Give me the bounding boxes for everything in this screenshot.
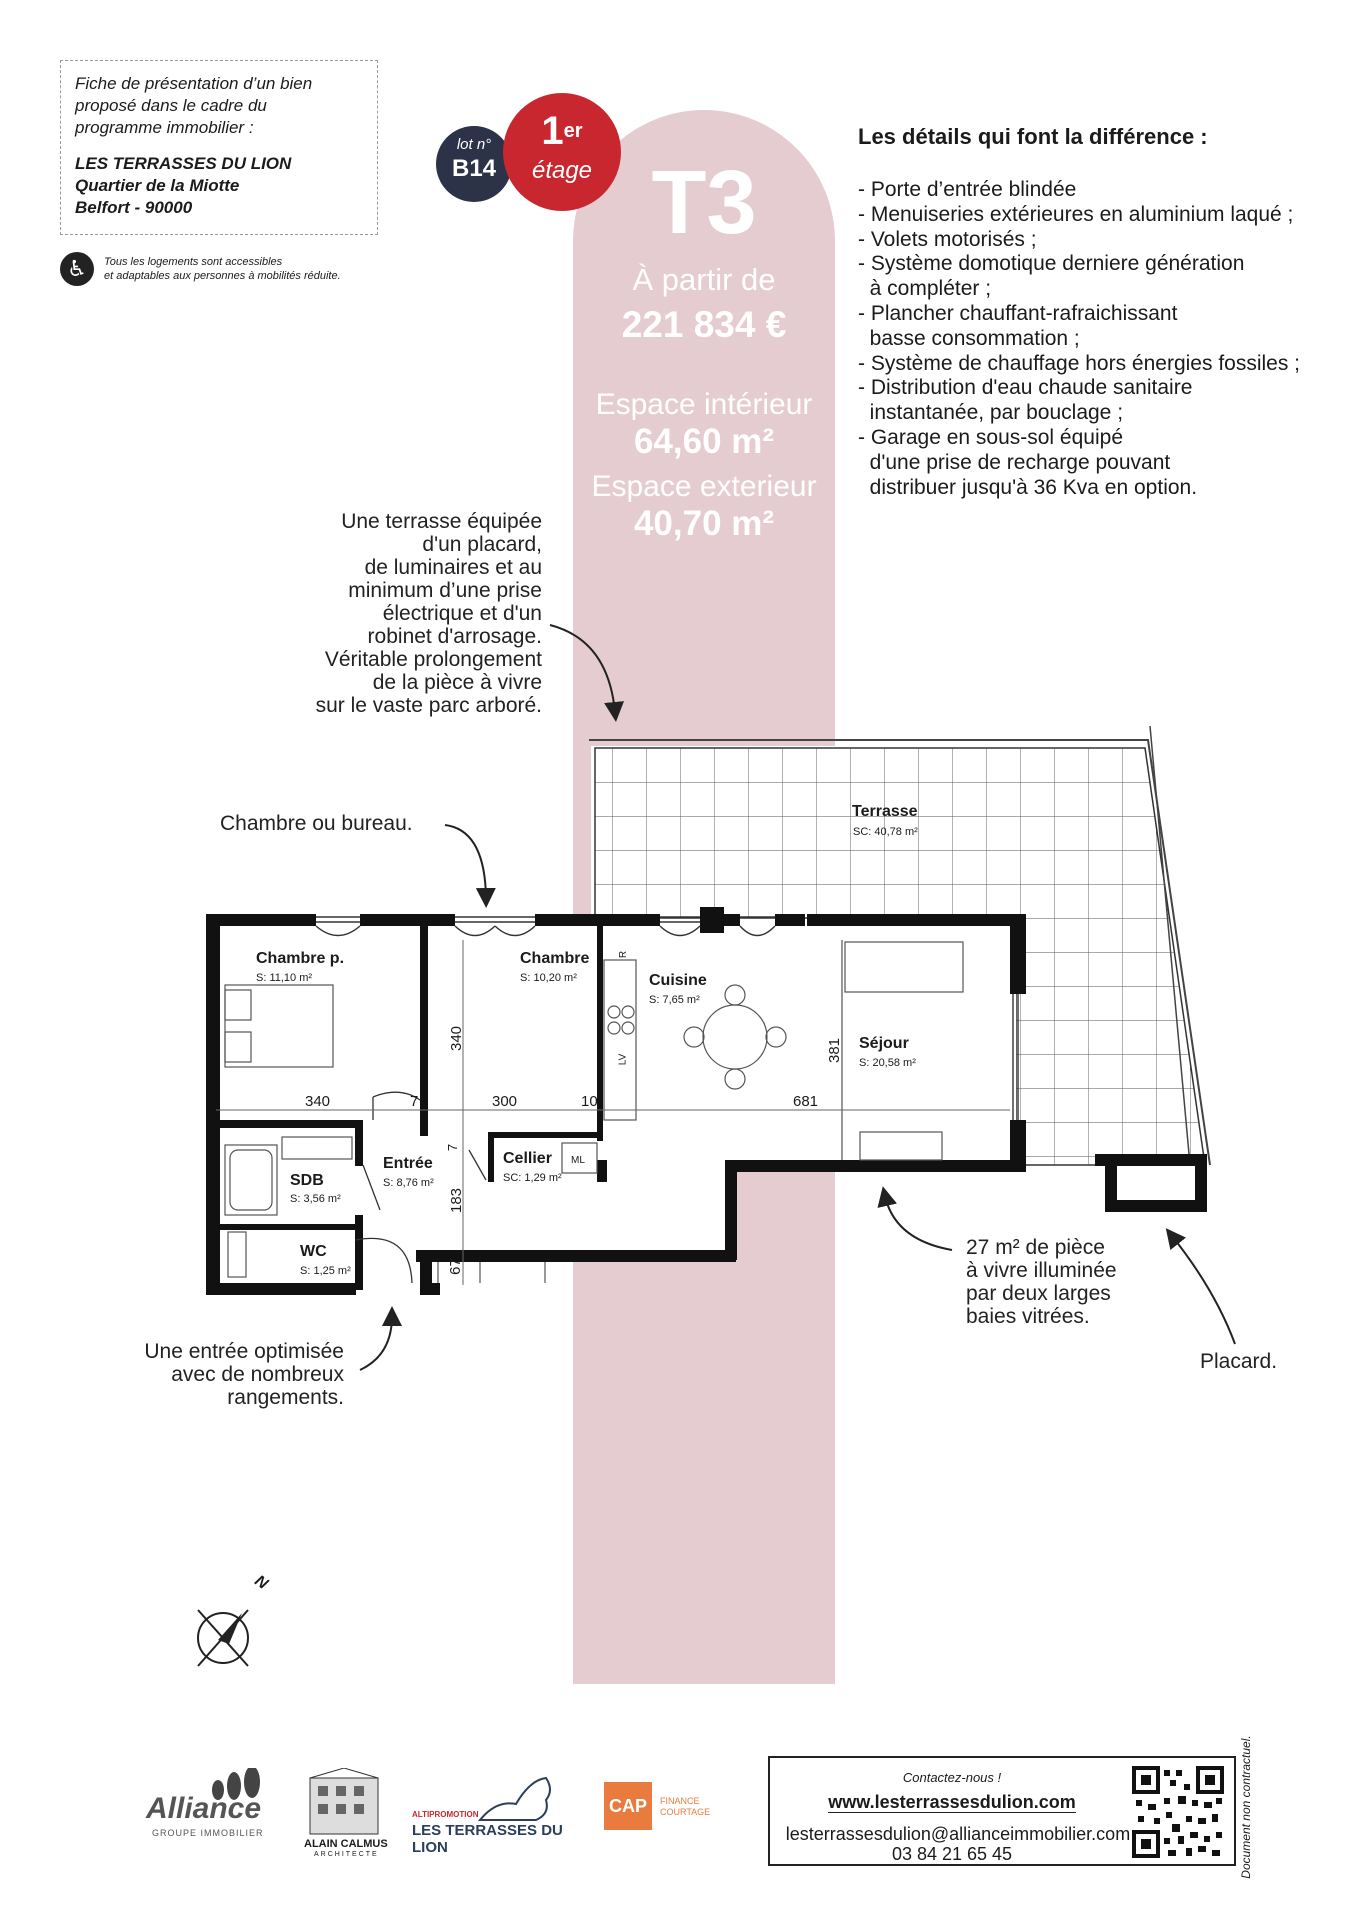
alliance-sub: GROUPE IMMOBILIER bbox=[152, 1828, 264, 1838]
room-name: Chambre bbox=[520, 950, 590, 967]
room-area: SC: 40,78 m² bbox=[853, 826, 918, 838]
details-item: - Volets motorisés ; bbox=[858, 227, 1037, 251]
note-line: de la pièce à vivre bbox=[372, 671, 542, 694]
qr-code-icon[interactable] bbox=[1132, 1766, 1224, 1858]
note-line: minimum d’une prise bbox=[348, 579, 542, 602]
interior-label: Espace intérieur bbox=[595, 388, 813, 421]
building-sketch-icon bbox=[308, 1768, 380, 1836]
room-name: SDB bbox=[290, 1172, 324, 1189]
dimension: 67 bbox=[446, 1258, 464, 1275]
details-item: - Système domotique derniere génération bbox=[858, 252, 1245, 276]
lion-name: LES TERRASSES DU LION bbox=[412, 1822, 563, 1856]
lot-label: lot n° bbox=[456, 136, 492, 153]
cap-line2: COURTAGE bbox=[660, 1807, 711, 1817]
room-area: S: 11,10 m² bbox=[256, 972, 313, 984]
dimension: 381 bbox=[826, 1037, 844, 1064]
wheelchair-icon: ♿ bbox=[60, 252, 94, 286]
closet-arrow bbox=[1172, 1236, 1235, 1344]
room-name: Entrée bbox=[383, 1155, 433, 1172]
floor-number: 1 bbox=[541, 109, 564, 153]
details-item: - Plancher chauffant-rafraichissant bbox=[858, 301, 1178, 325]
bedroom-arrow bbox=[445, 825, 486, 898]
disclaimer bbox=[1236, 1720, 1256, 1900]
accessibility-line: Tous les logements sont accessibles bbox=[104, 256, 283, 268]
lion-logo bbox=[410, 1770, 580, 1856]
note-line: robinet d'arrosage. bbox=[367, 625, 542, 648]
room-area: S: 8,76 m² bbox=[383, 1177, 434, 1189]
note-line: électrique et d'un bbox=[382, 602, 542, 625]
room-area: S: 20,58 m² bbox=[859, 1057, 916, 1069]
note-line: baies vitrées. bbox=[966, 1305, 1090, 1328]
note-line: avec de nombreux bbox=[171, 1363, 344, 1386]
floor-suffix: er bbox=[563, 120, 583, 142]
room-name: Cuisine bbox=[649, 972, 707, 989]
calmus-logo bbox=[300, 1768, 390, 1860]
cap-logo bbox=[604, 1782, 734, 1842]
note-line: sur le vaste parc arboré. bbox=[315, 694, 542, 717]
website-link[interactable]: www.lesterrassesdulion.com bbox=[828, 1792, 1076, 1812]
program-name: LES TERRASSES DU LION bbox=[75, 154, 292, 173]
note-line: Une entrée optimisée bbox=[144, 1340, 344, 1363]
cap-line1: FINANCE bbox=[660, 1796, 700, 1806]
interior-value: 64,60 m² bbox=[633, 422, 775, 461]
room-area: S: 7,65 m² bbox=[649, 994, 700, 1006]
details-item: - Garage en sous-sol équipé bbox=[858, 425, 1123, 449]
bedroom-note: Chambre ou bureau. bbox=[220, 812, 413, 835]
exterior-label: Espace exterieur bbox=[591, 470, 817, 503]
room-name: Terrasse bbox=[852, 803, 918, 820]
intro-line: Fiche de présentation d’un bien bbox=[75, 74, 313, 93]
dimension: 183 bbox=[448, 1187, 466, 1214]
room-area: S: 10,20 m² bbox=[520, 972, 577, 984]
disclaimer-text: Document non contractuel. bbox=[1239, 1735, 1253, 1879]
accessibility-line: et adaptables aux personnes à mobilités réduite. bbox=[104, 270, 341, 282]
lion-icon bbox=[476, 1770, 556, 1822]
dishwasher-label: LV bbox=[617, 1053, 629, 1066]
note-line: de luminaires et au bbox=[364, 556, 542, 579]
program-district: Quartier de la Miotte bbox=[75, 176, 240, 195]
note-line: Véritable prolongement bbox=[324, 648, 542, 671]
lot-number: B14 bbox=[451, 155, 497, 182]
contact-box bbox=[768, 1756, 1236, 1866]
floor-label: étage bbox=[531, 157, 593, 184]
calmus-name: ALAIN CALMUS bbox=[304, 1838, 388, 1850]
details-item: basse consommation ; bbox=[858, 326, 1080, 350]
entry-arrow bbox=[360, 1316, 392, 1370]
room-name: Chambre p. bbox=[256, 950, 345, 967]
email-link[interactable]: lesterrassesdulion@allianceimmobilier.com bbox=[785, 1824, 1131, 1844]
room-name: Séjour bbox=[859, 1035, 909, 1052]
alliance-name: Alliance bbox=[146, 1792, 262, 1825]
note-line: rangements. bbox=[227, 1386, 344, 1409]
details-item: distribuer jusqu'à 36 Kva en option. bbox=[858, 475, 1198, 499]
lion-top: ALTIPROMOTION bbox=[412, 1810, 479, 1819]
price-value: 221 834 € bbox=[621, 304, 787, 345]
details-item: - Distribution d'eau chaude sanitaire bbox=[858, 376, 1193, 400]
note-line: à vivre illuminée bbox=[966, 1259, 1117, 1282]
details-item: d'une prise de recharge pouvant bbox=[858, 450, 1171, 474]
room-area: SC: 1,29 m² bbox=[503, 1172, 562, 1184]
room-area: S: 3,56 m² bbox=[290, 1193, 341, 1205]
dimension: 7 bbox=[410, 1093, 419, 1110]
terrace-arrow bbox=[550, 625, 615, 712]
interior-floor bbox=[216, 924, 1016, 1285]
living-arrow bbox=[885, 1196, 952, 1250]
exterior-value: 40,70 m² bbox=[633, 504, 775, 543]
ml-label: ML bbox=[571, 1155, 585, 1166]
contact-label: Contactez-nous ! bbox=[902, 1770, 1002, 1785]
price-label: À partir de bbox=[632, 262, 776, 297]
phone-number: 03 84 21 65 45 bbox=[891, 1844, 1013, 1864]
room-name: WC bbox=[300, 1243, 327, 1260]
fridge-label: R bbox=[618, 950, 630, 959]
note-line: d'un placard, bbox=[422, 533, 542, 556]
dimension: 340 bbox=[448, 1025, 466, 1052]
details-title: Les détails qui font la différence : bbox=[858, 124, 1208, 149]
calmus-sub: ARCHITECTE bbox=[314, 1851, 379, 1858]
note-line: 27 m² de pièce bbox=[966, 1236, 1105, 1259]
dimension: 7 bbox=[445, 1143, 461, 1152]
apartment-type: T3 bbox=[651, 153, 757, 253]
details-item: - Système de chauffage hors énergies fossiles ; bbox=[858, 351, 1301, 375]
program-city: Belfort - 90000 bbox=[75, 198, 193, 217]
note-line: par deux larges bbox=[966, 1282, 1111, 1305]
compass-north-label: N bbox=[251, 1572, 271, 1593]
intro-line: proposé dans le cadre du bbox=[75, 96, 267, 115]
dimension: 681 bbox=[793, 1093, 819, 1110]
details-item: - Porte d’entrée blindée bbox=[858, 178, 1077, 201]
closet-note: Placard. bbox=[1200, 1350, 1278, 1373]
intro-line: programme immobilier : bbox=[75, 118, 254, 137]
dimension: 340 bbox=[305, 1093, 331, 1110]
compass-icon bbox=[196, 1588, 266, 1668]
room-name: Cellier bbox=[503, 1150, 552, 1167]
room-area: S: 1,25 m² bbox=[300, 1265, 351, 1277]
cap-mark: CAP bbox=[604, 1782, 652, 1830]
details-item: instantanée, par bouclage ; bbox=[858, 401, 1124, 425]
dimension: 300 bbox=[492, 1093, 518, 1110]
details-item: à compléter ; bbox=[858, 277, 992, 301]
details-item: - Menuiseries extérieures en aluminium laqué ; bbox=[858, 202, 1294, 226]
note-line: Une terrasse équipée bbox=[341, 510, 542, 533]
alliance-logo bbox=[146, 1768, 272, 1858]
dimension: 10 bbox=[581, 1093, 598, 1110]
